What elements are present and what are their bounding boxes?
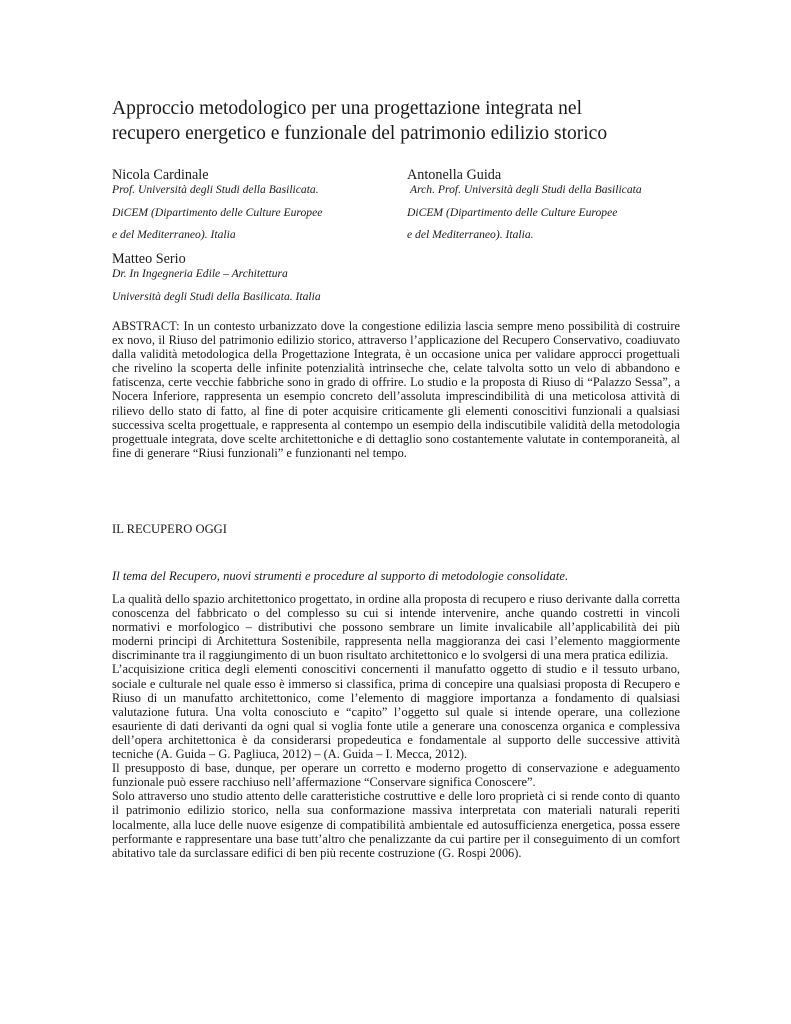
author-affiliation: e del Mediterraneo). Italia <box>112 228 236 241</box>
section-heading: IL RECUPERO OGGI <box>112 522 227 536</box>
title-line-1: Approccio metodologico per una progettazione integrata nel <box>112 98 582 119</box>
author-block-guida <box>407 167 501 184</box>
paper-title <box>112 96 712 146</box>
author-affiliation: Università degli Studi della Basilicata. Italia <box>112 290 321 303</box>
body-text <box>112 592 680 860</box>
author-affiliation: Dr. In Ingegneria Edile – Architettura <box>112 267 288 280</box>
author-name: Nicola Cardinale <box>112 167 209 183</box>
author-name: Matteo Serio <box>112 251 186 267</box>
author-affiliation: Prof. Università degli Studi della Basilicata. <box>112 183 319 196</box>
author-block-serio <box>112 251 186 268</box>
author-block-cardinale <box>112 167 209 184</box>
section-subtitle: Il tema del Recupero, nuovi strumenti e procedure al supporto di metodologie consolidate. <box>112 569 569 583</box>
author-name: Antonella Guida <box>407 167 502 183</box>
paragraph: L’acquisizione critica degli elementi conoscitivi concernenti il manufatto oggetto di studio e il tessuto urbano, sociale e culturale nel quale esso è immerso si classifica, prima di concepire una qualsiasi proposta di Recupero e Riuso di un manufatto architettonico, come l’elemento di maggiore importanza a fondamento di qualsiasi valutazione futura. Una volta conosciuto e “capito” l’oggetto sul quale si intende operare, una collezione esauriente di dati derivanti da ogni qual si voglia fonte utile a generare una conoscenza organica e complessiva dell’opera architettonica è da considerarsi propedeutica e fondamentale al supporto delle successive attività tecniche (A. Guida – G. Pagliuca, 2012) – (A. Guida – I. Mecca, 2012). <box>112 662 680 762</box>
author-affiliation: DiCEM (Dipartimento delle Culture Europee <box>407 206 618 219</box>
paragraph: Solo attraverso uno studio attento delle caratteristiche costruttive e delle loro proprietà ci si rende conto di quanto il patrimonio edilizio storico, nella sua conformazione massiva interpretata con materiali naturali reperiti localmente, alla luce delle nuove esigenze di compatibilità ambientale ed autosufficienza energetica, possa essere performante e rappresentare una base tutt’altro che penalizzante da cui partire per il conseguimento di un comfort abitativo tale da surclassare edifici di ben più recente costruzione (G. Rospi 2006). <box>112 789 680 860</box>
paragraph: Il presupposto di base, dunque, per operare un corretto e moderno progetto di conservazione e adeguamento funzionale può essere racchiuso nell’affermazione “Conservare significa Conoscere”. <box>112 761 680 790</box>
paragraph: La qualità dello spazio architettonico progettato, in ordine alla proposta di recupero e riuso derivante dalla corretta conoscenza del fabbricato o del complesso su cui si intende intervenire, anche quando costretti in vincoli normativi e morfologico – distributivi che possono sembrare un limite invalicabile all’applicabilità dei più moderni principi di Architettura Sostenibile, rappresenta nella maggioranza dei casi l’elemento maggiormente discriminante tra il raggiungimento di un buon risultato architettonico e lo svolgersi di una mera pratica edilizia. <box>112 592 680 663</box>
author-affiliation: Arch. Prof. Università degli Studi della Basilicata <box>410 183 642 196</box>
author-affiliation: DiCEM (Dipartimento delle Culture Europee <box>112 206 323 219</box>
author-affiliation: e del Mediterraneo). Italia. <box>407 228 534 241</box>
abstract: ABSTRACT: In un contesto urbanizzato dove la congestione edilizia lascia sempre meno possibilità di costruire ex novo, il Riuso del patrimonio edilizio storico, attraverso l’applicazione del Recupero Conservativo, coadiuvato dalla validità metodologica della Progettazione Integrata, è un occasione unica per validare approcci progettuali che rivelino la scoperta delle infinite potenzialità intrinseche che, celate talvolta sotto un velo di abbandono e fatiscenza, certe vecchie fabbriche sono in grado di offrire. Lo studio e la proposta di Riuso di “Palazzo Sessa”, a Nocera Inferiore, rappresenta un esempio concreto dell’assoluta imprescindibilità di una meticolosa attività di rilievo dello stato di fatto, al fine di poter acquisire criticamente gli elementi conoscitivi funzionali a qualsiasi successiva scelta progettuale, e rappresenta al contempo un esempio della indiscutibile validità della metodologia progettuale integrata, dove scelte architettoniche e di dettaglio sono costantemente valutate in contemporaneità, al fine di generare “Riusi funzionali” e funzionanti nel tempo. <box>112 319 680 460</box>
title-line-2: recupero energetico e funzionale del patrimonio edilizio storico <box>112 123 608 144</box>
